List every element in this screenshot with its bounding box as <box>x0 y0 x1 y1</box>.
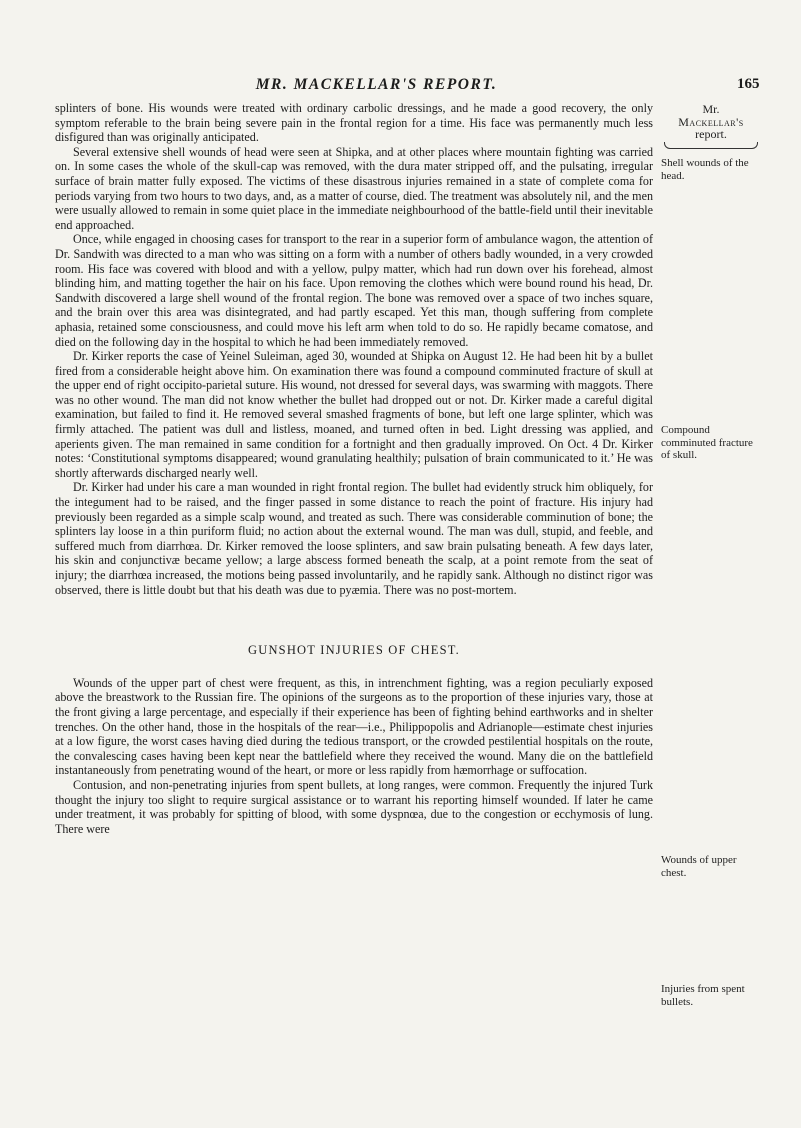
brace-decoration <box>664 142 758 149</box>
margin-note-mackellar: Mackellar's <box>678 114 744 129</box>
paragraph-7: Contusion, and non-penetrating injuries from spent bullets, at long ranges, were common. Frequently the injured Turk thought the injury too slight to require surgical assistance or to warrant his reporting himself wounded. If later he came under treatment, it was probably for spitting of blood, with some dyspnœa, due to the congestion or ecchymosis of lung. There were <box>55 777 653 836</box>
paragraph-6: Wounds of the upper part of chest were frequent, as this, in intrenchment fighting, was a region peculiarly exposed above the breastwork to the Russian fire. The opinions of the surgeons as to the proportion of these injuries vary, those at the front giving a large percentage, and especially if their experience has been of fighting behind earthworks and in shelter trenches. On the other hand, those in the hospitals of the rear—i.e., Philippopolis and Adrianople—estimate chest injuries at a low figure, the worst cases having died during the tedious transport, or the crowded pestilential hospitals on the route, the convalescing cases having been kept near the battlefield where they received the wound. Many die on the battlefield instantaneously from penetrating wound of the heart, or more or less rapidly from hæmorrhage or suffocation. <box>55 675 653 778</box>
paragraph-3: Once, while engaged in choosing cases for transport to the rear in a superior form of ambulance wagon, the attention of Dr. Sandwith was directed to a man who was sitting on a form with a number of others badly wounded, in a very crowded room. His face was covered with blood and with a yellow, pulpy matter, which had run down over his forehead, almost blinding him, and matting together the hair on his face. Upon removing the clothes which were bound round his head, Dr. Sandwith discovered a large shell wound of the frontal region. The bone was removed over a space of two inches square, and the brain over this area was disintegrated, and had partly escaped. Yet this man, though suffering from complete aphasia, retained some consciousness, and could move his left arm when told to do so. He rapidly became comatose, and died on the following day in the hospital to which he had been immediately removed. <box>55 232 653 349</box>
margin-note-report <box>661 103 761 149</box>
page-number: 165 <box>737 76 760 92</box>
paragraph-2: Several extensive shell wounds of head were seen at Shipka, and at other places where mountain fighting was carried on. In some cases the whole of the skull-cap was removed, with the dura mater stripped off, and the pulsating, irregular surface of brain matter fully exposed. The victims of these disastrous injuries remained in a state of complete coma for periods varying from two hours to two days, and, as a matter of course, died. The treatment was absolutely nil, and the men were usually allowed to remain in some quiet place in the immediate neighbourhood of the battle-field until their inevitable end approached. <box>55 144 653 232</box>
paragraph-4: Dr. Kirker reports the case of Yeinel Suleiman, aged 30, wounded at Shipka on August 12. He had been hit by a bullet fired from a considerable height above him. On examination there was found a compound comminuted fracture of skull at the upper end of right occipito-parietal suture. His wound, not dressed for several days, was swarming with maggots. There was no other wound. The man did not know whether the bullet had dropped out or not. Dr. Kirker made a careful digital examination, but failed to find it. He removed several smashed fragments of bone, but left one large splinter, which was firmly attached. The patient was dull and listless, moaned, and turned often in bed. Light dressing was applied, and aperients given. The man remained in same condition for a fortnight and then gradually improved. On Oct. 4 Dr. Kirker notes: ‘Constitutional symptoms disappeared; wound granulating healthily; pulsation of brain communicated to it.’ He was shortly afterwards discharged nearly well. <box>55 349 653 480</box>
margin-note-compound-fracture: Compound comminuted fracture of skull. <box>661 424 753 461</box>
margin-note-wounds-chest: Wounds of upper chest. <box>661 854 737 879</box>
paragraph-5: Dr. Kirker had under his care a man wounded in right frontal region. The bullet had evidently struck him obliquely, for the integument had to be raised, and the finger passed in some distance to reach the point of fracture. His injury had previously been regarded as a simple scalp wound, and treated as such. There was considerable comminution of bone; the splinters lay loose in a thin puriform fluid; no action about the external wound. The man was dull, stupid, and feeble, and suffered much from diarrhœa. Dr. Kirker removed the loose splinters, and saw brain pulsating beneath. A few days later, his skin and conjunctivæ became yellow; a large abscess formed beneath the scalp, at a point remote from the seat of injury; the diarrhœa increased, the motions being passed involuntarily, and he rapidly sank. Although no distinct rigor was observed, there is little doubt but that his death was due to pyæmia. There was no post-mortem. <box>55 480 653 597</box>
margin-note-report-word: report. <box>695 127 727 141</box>
margin-note-spent-bullets: Injuries from spent bullets. <box>661 983 745 1008</box>
body-text <box>55 101 653 836</box>
section-title: GUNSHOT INJURIES OF CHEST. <box>247 643 460 658</box>
paragraph-1: splinters of bone. His wounds were treated with ordinary carbolic dressings, and he made a good recovery, the only symptom referable to the brain being severe pain in the frontal region for a time. His face was permanently much less disfigured than was originally anticipated. <box>55 101 653 145</box>
running-header: MR. MACKELLAR'S REPORT. <box>255 76 498 93</box>
margin-note-shell-wounds: Shell wounds of the head. <box>661 157 749 182</box>
margin-note-mr: Mr. <box>702 102 720 116</box>
